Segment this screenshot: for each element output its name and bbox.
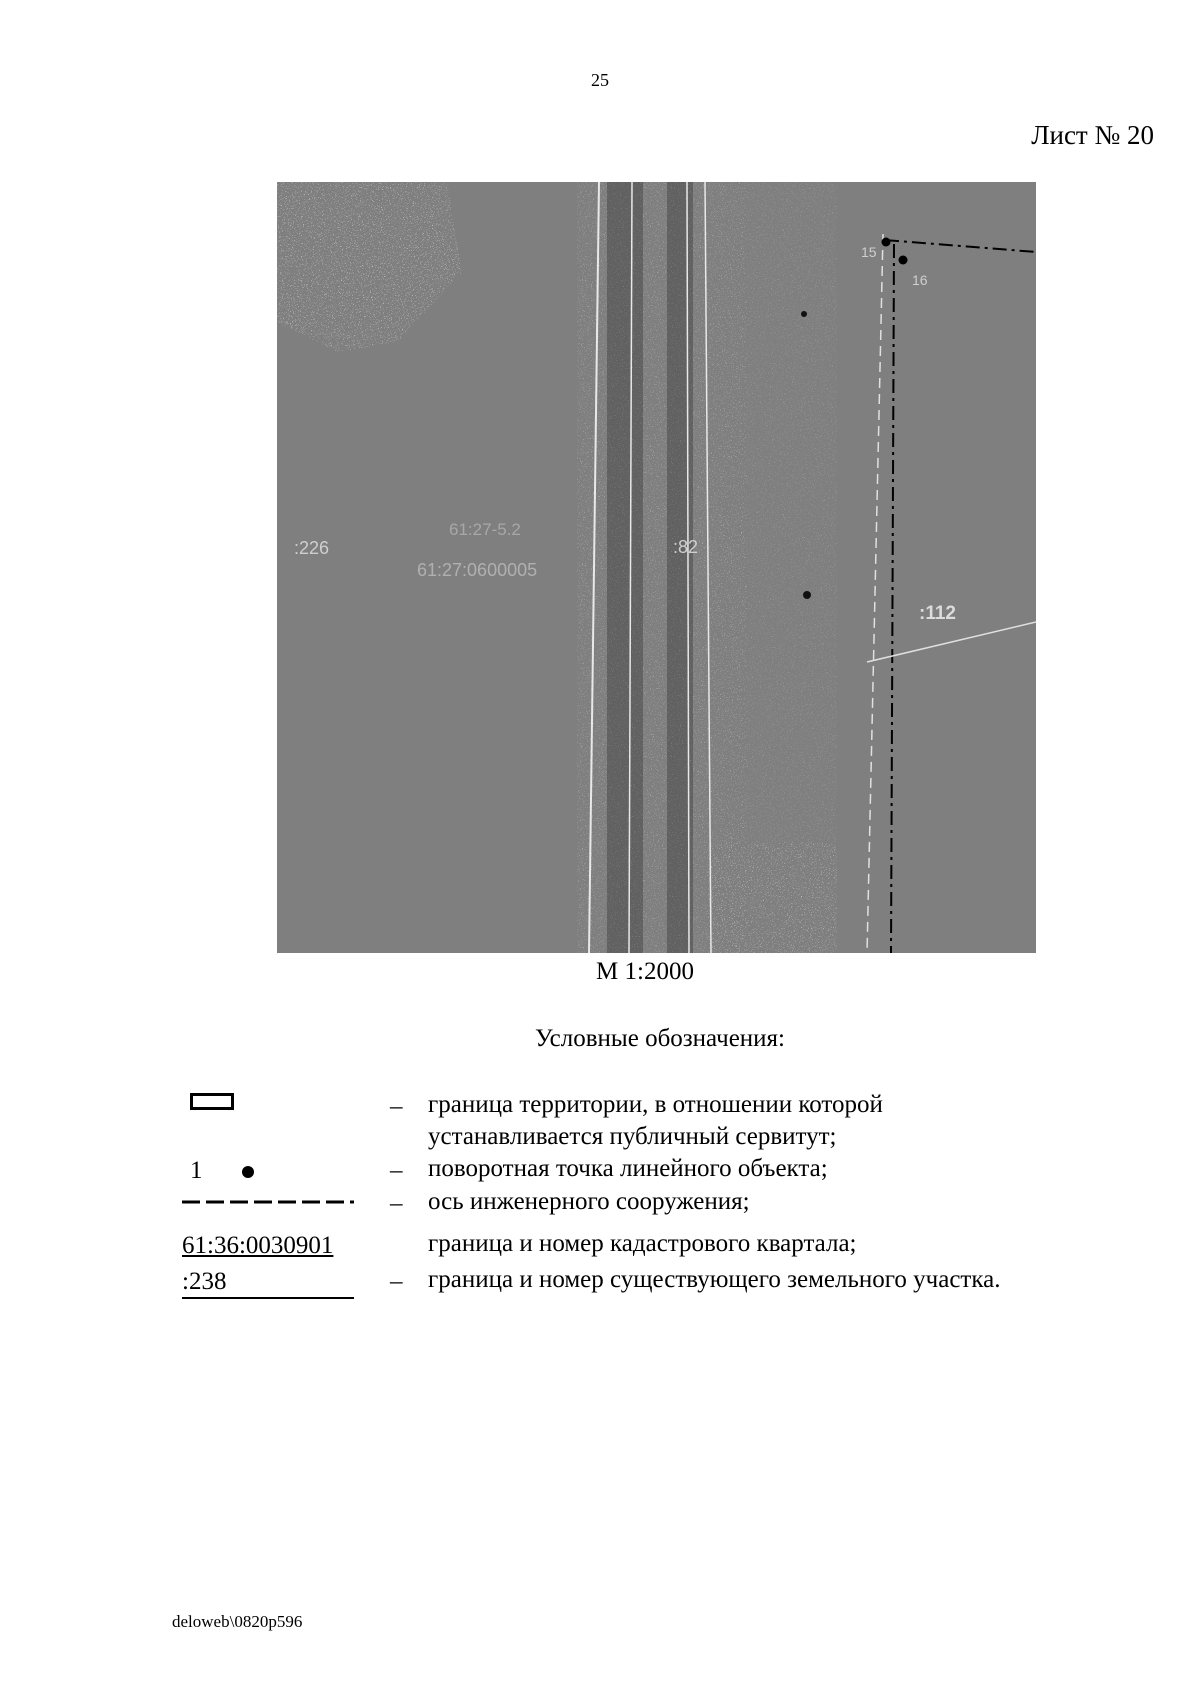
legend-title: Условные обозначения: <box>534 1025 786 1052</box>
road-texture <box>577 182 747 953</box>
engineering-axis-symbol <box>182 1198 354 1206</box>
parcel-label-226: :226 <box>294 538 330 558</box>
map-dot <box>801 311 807 317</box>
sheet-label: Лист № 20 <box>1031 120 1154 150</box>
legend-text: граница территории, в отношении которой <box>428 1091 883 1118</box>
legend-dash: – <box>390 1093 403 1120</box>
legend-text: поворотная точка линейного объекта; <box>428 1155 828 1182</box>
land-parcel-symbol: :238 <box>182 1268 227 1295</box>
turning-point-marker <box>882 238 891 247</box>
map-scale: М 1:2000 <box>596 958 694 985</box>
point-number-symbol: 1 <box>190 1157 203 1184</box>
quarter-code-label: 61:27:0600005 <box>417 560 538 580</box>
legend-text: ось инженерного сооружения; <box>428 1188 750 1215</box>
parcel-label-112: :112 <box>919 603 956 624</box>
map-image <box>277 182 1036 953</box>
zone-code-label: 61:27-5.2 <box>449 520 521 539</box>
turning-point-marker <box>899 256 908 265</box>
point-label-15: 15 <box>861 244 877 260</box>
point-label-16: 16 <box>912 272 928 288</box>
cadastral-quarter-symbol: 61:36:0030901 <box>182 1232 334 1259</box>
legend-text: граница и номер существующего земельного участка. <box>428 1266 1001 1293</box>
legend-dash: – <box>390 1157 403 1184</box>
map-graphic <box>277 182 1036 953</box>
land-parcel-underline <box>182 1297 354 1299</box>
point-dot-symbol <box>242 1166 254 1178</box>
footer-path: deloweb\0820p596 <box>172 1612 303 1631</box>
servitude-boundary-symbol <box>190 1093 234 1110</box>
legend-dash: – <box>390 1268 403 1295</box>
page-number: 25 <box>591 70 609 90</box>
road-lane-1 <box>607 182 643 953</box>
map-dot <box>803 591 811 599</box>
legend-dash: – <box>390 1190 403 1217</box>
legend-text-continued: устанавливается публичный сервитут; <box>428 1123 837 1150</box>
parcel-label-82: :82 <box>673 537 699 557</box>
legend-text: граница и номер кадастрового квартала; <box>428 1230 857 1257</box>
